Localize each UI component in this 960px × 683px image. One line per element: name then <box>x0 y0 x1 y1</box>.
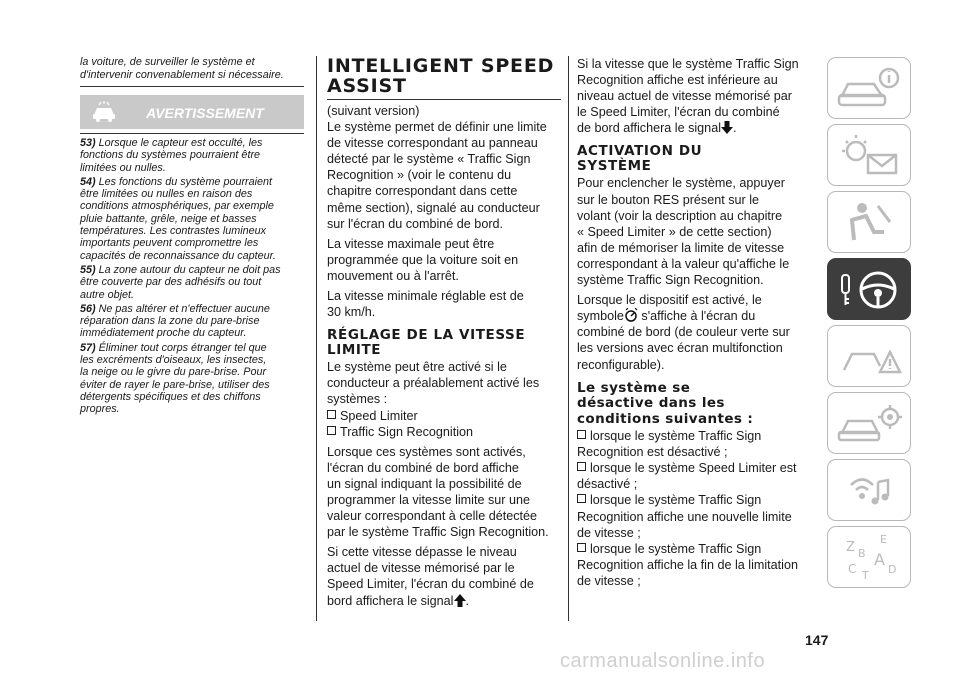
note-text: éviter de rayer le pare-brise, utiliser des <box>80 378 270 391</box>
note-number: 56) <box>80 302 96 315</box>
note-number: 55) <box>80 263 96 276</box>
paragraph <box>327 444 561 541</box>
divider <box>80 133 304 134</box>
text-line: Le système peut être activé si le <box>327 360 507 375</box>
note-text: les excréments d'oiseaux, les insectes, <box>80 354 267 367</box>
tab-warning-lights[interactable] <box>827 124 911 186</box>
page-number: 147 <box>805 632 829 648</box>
warning-header <box>80 95 304 129</box>
tab-safety[interactable] <box>827 191 911 253</box>
text-line: système Traffic Sign Recognition. <box>577 273 764 288</box>
list-item: lorsque le système Speed Limiter est désactivé ; <box>577 461 797 492</box>
text-line: conducteur a préalablement activé les <box>327 376 540 391</box>
text-line: systèmes : <box>327 392 388 407</box>
text-line: un signal indiquant la possibilité de <box>327 476 522 491</box>
note-text: Ne pas altérer et n'effectuer aucune <box>98 302 270 315</box>
text-line: La vitesse maximale peut être <box>327 236 495 251</box>
text-line: Speed Limiter, l'écran du combiné de <box>327 577 534 592</box>
arrow-up-icon <box>454 594 466 607</box>
column-divider <box>568 56 569 621</box>
bullet-box-icon <box>327 426 336 435</box>
bullet-box-icon <box>577 430 586 439</box>
paragraph <box>577 175 814 288</box>
text-line: Lorsque ces systèmes sont activés, <box>327 444 526 459</box>
note-text: être limitées ou nulles en raison des <box>80 188 253 201</box>
intro-line: la voiture, de surveiller le système et <box>80 56 255 68</box>
text-line: Le système permet de définir une limite <box>327 120 547 135</box>
arrow-down-icon <box>721 121 733 134</box>
text-line: sur le bouton RES présent sur le <box>577 192 760 207</box>
column-divider <box>316 56 317 621</box>
text-line: même section), signalé au conducteur <box>327 200 540 215</box>
tab-starting-driving[interactable] <box>827 258 911 320</box>
chapter-tabs <box>827 57 911 593</box>
paragraph: Si cette vitesse dépasse le niveau actuel de vitesse mémorisé par le Speed Limiter, l'écran du combiné de bord affichera le signal . <box>327 544 561 608</box>
note-text: autre objet. <box>80 288 135 301</box>
note-text: Éliminer tout corps étranger tel que <box>98 341 267 354</box>
list-item: lorsque le système Traffic Sign Recognition affiche une nouvelle limite de vitesse ; <box>577 493 792 540</box>
breakdown-icon <box>828 326 912 388</box>
text-line: de vitesse correspondant au panneau <box>327 136 538 151</box>
text-line: programmée que la voiture soit en <box>327 252 519 267</box>
text-line: Recognition » (voir le contenu du <box>327 168 512 183</box>
isa-column <box>327 56 561 609</box>
subsection-title: Le système se désactive dans les conditions suivantes : <box>577 379 754 427</box>
note-text: importants peuvent compromettre les <box>80 237 259 250</box>
bullet-box-icon <box>577 462 586 471</box>
note-text: limitées ou nulles. <box>80 161 166 174</box>
note-number: 54) <box>80 175 96 188</box>
note-number: 57) <box>80 341 96 354</box>
text-line: combiné de bord (de couleur verte sur <box>577 325 790 340</box>
tab-car-info[interactable] <box>827 57 911 119</box>
bullet-box-icon <box>577 543 586 552</box>
note-text: détergents spécifiques et des chiffons <box>80 390 261 403</box>
list-item: lorsque le système Traffic Sign Recognition est désactivé ; <box>577 429 762 460</box>
warning-note <box>80 303 304 340</box>
list-item: lorsque le système Traffic Sign Recognition affiche la fin de la limitation de vitesse ; <box>577 541 798 588</box>
paragraph <box>577 56 814 120</box>
text-line: niveau actuel de vitesse mémorisé par <box>577 89 792 104</box>
intro-line: d'intervenir convenablement si nécessaire. <box>80 69 284 81</box>
svg-text:C: C <box>848 562 857 576</box>
text-line: programmer la vitesse limite sur une <box>327 492 530 507</box>
warning-note <box>80 342 304 416</box>
note-number: 53) <box>80 137 96 149</box>
note-text: conditions atmosphériques, par exemple <box>80 200 274 213</box>
subsection-title: ACTIVATION DU SYSTÈME <box>577 143 703 175</box>
text-line: mouvement ou à l'arrêt. <box>327 268 459 283</box>
text-line: Recognition affiche est inférieure au <box>577 73 778 88</box>
warning-note <box>80 264 304 301</box>
note-text: Les fonctions du système pourraient <box>98 175 273 188</box>
text-line: afin de mémoriser la limite de vitesse <box>577 240 785 255</box>
text-line: (suivant version) <box>327 104 420 118</box>
text-line: sur l'écran du combiné de bord. <box>327 216 504 231</box>
car-info-icon <box>828 58 912 120</box>
tab-multimedia[interactable] <box>827 459 911 521</box>
text-line: Pour enclencher le système, appuyer <box>577 176 785 191</box>
text-line: l'écran du combiné de bord affiche <box>327 460 519 475</box>
text-line: « Speed Limiter » de cette section) <box>577 224 772 239</box>
warning-title: AVERTISSEMENT <box>146 105 264 121</box>
text-line: actuel de vitesse mémorisé par le <box>327 561 515 576</box>
paragraph <box>327 103 561 232</box>
text-line: La vitesse minimale réglable est de <box>327 289 524 304</box>
paragraph <box>327 359 561 407</box>
paragraph <box>327 288 561 320</box>
watermark: carmanualsonline.info <box>560 650 766 672</box>
warning-notes <box>80 137 304 416</box>
text-line: chapitre correspondant dans cette <box>327 184 518 199</box>
note-text: immédiatement proche du capteur. <box>80 327 247 340</box>
divider <box>327 99 561 100</box>
svg-text:E: E <box>880 533 887 546</box>
speed-limiter-symbol-icon <box>624 308 638 322</box>
paragraph: Lorsque le dispositif est activé, le symbole s'affiche à l'écran du combiné de bord (de couleur verte sur les versions avec écran multifonction reconfigurable). <box>577 292 814 372</box>
svg-text:D: D <box>888 563 897 576</box>
note-text: pluie battante, grêle, neige et basses <box>80 212 257 225</box>
text-line: volant (voir la description au chapitre <box>577 208 783 223</box>
tab-index[interactable] <box>827 526 911 588</box>
list-item: Speed Limiter <box>327 408 561 424</box>
maintenance-icon <box>828 393 912 455</box>
text-line: le Speed Limiter, l'écran du combiné <box>577 105 780 120</box>
bullet-list <box>577 428 814 589</box>
safety-seat-icon <box>828 192 912 254</box>
warning-note <box>80 176 304 262</box>
text-line: Si la vitesse que le système Traffic Sign <box>577 57 799 71</box>
note-text: capacités de reconnaissance du capteur. <box>80 249 276 262</box>
svg-text:A: A <box>874 550 885 569</box>
text-line: détecté par le système « Traffic Sign <box>327 152 531 167</box>
divider <box>80 86 304 87</box>
text-line: valeur correspondant à celle détectée <box>327 509 538 524</box>
section-title: INTELLIGENT SPEED ASSIST <box>327 55 555 97</box>
warnings-column <box>80 56 304 416</box>
bullet-box-icon <box>327 410 336 419</box>
text-line: 30 km/h. <box>327 305 376 320</box>
text-line: par le système Traffic Sign Recognition. <box>327 525 549 540</box>
bullet-list <box>327 408 561 440</box>
steering-wheel-key-icon <box>828 259 912 321</box>
svg-text:T: T <box>862 569 869 582</box>
note-text: fonctions du systèmes pourraient être <box>80 149 261 162</box>
multimedia-icon <box>828 460 912 522</box>
note-text: La zone autour du capteur ne doit pas <box>98 263 281 276</box>
warning-note <box>80 137 304 174</box>
text-line: correspondant à la valeur qu'affiche le <box>577 256 790 271</box>
list-item: Traffic Sign Recognition <box>327 424 561 440</box>
tab-maintenance[interactable] <box>827 392 911 454</box>
text-line: les versions avec écran multifonction <box>577 341 783 356</box>
warning-lights-icon <box>828 125 912 187</box>
svg-text:Z: Z <box>846 540 855 555</box>
tab-emergency[interactable] <box>827 325 911 387</box>
text-line: reconfigurable). <box>577 357 665 372</box>
text-line: Si cette vitesse dépasse le niveau <box>327 545 517 560</box>
paragraph <box>327 236 561 284</box>
note-text: propres. <box>80 403 120 416</box>
activation-column: Si la vitesse que le système Traffic Sign Recognition affiche est inférieure au niveau actuel de vitesse mémorisé par le Speed Limiter, l'écran du combiné de bord affichera le signal . ACTIVATION DU SYSTÈME Pour enclencher le système, appuyer sur le bouton RES présent sur le volant (voir la description au chapitre « Speed Limiter » de cette section) afin de mémoriser la limite de vitesse correspondant à la valeur qu'affiche le système Traffic Sign Recognition. Lorsque le dispositif est activé, le symbole s'affiche à l'écran du combiné de bord (de couleur verte sur les versions avec écran multifonction reconfigurable). Le système se désactive dans les conditions suivantes : lorsque le système Traffic Sign Recognition est désactivé ; lorsque le système Speed Limiter est désactivé ; lorsque le système Traffic Sign Recognition affiche une nouvelle limite de vitesse ; lorsque le système Traffic Sign Recognition affiche la fin de la limitation de vitesse ; <box>577 56 814 589</box>
index-letters-icon <box>828 527 912 589</box>
note-text: Lorsque le capteur est occulté, les <box>98 137 263 149</box>
bullet-box-icon <box>577 494 586 503</box>
note-text: réparation dans la zone du pare-brise <box>80 315 260 328</box>
note-text: températures. Les contrastes lumineux <box>80 225 267 238</box>
subsection-title: RÉGLAGE DE LA VITESSE LIMITE <box>327 327 526 359</box>
svg-text:B: B <box>858 547 866 560</box>
note-text: la neige ou le givre du pare-brise. Pour <box>80 366 267 379</box>
note-text: être couverte par des adhésifs ou tout <box>80 276 262 289</box>
